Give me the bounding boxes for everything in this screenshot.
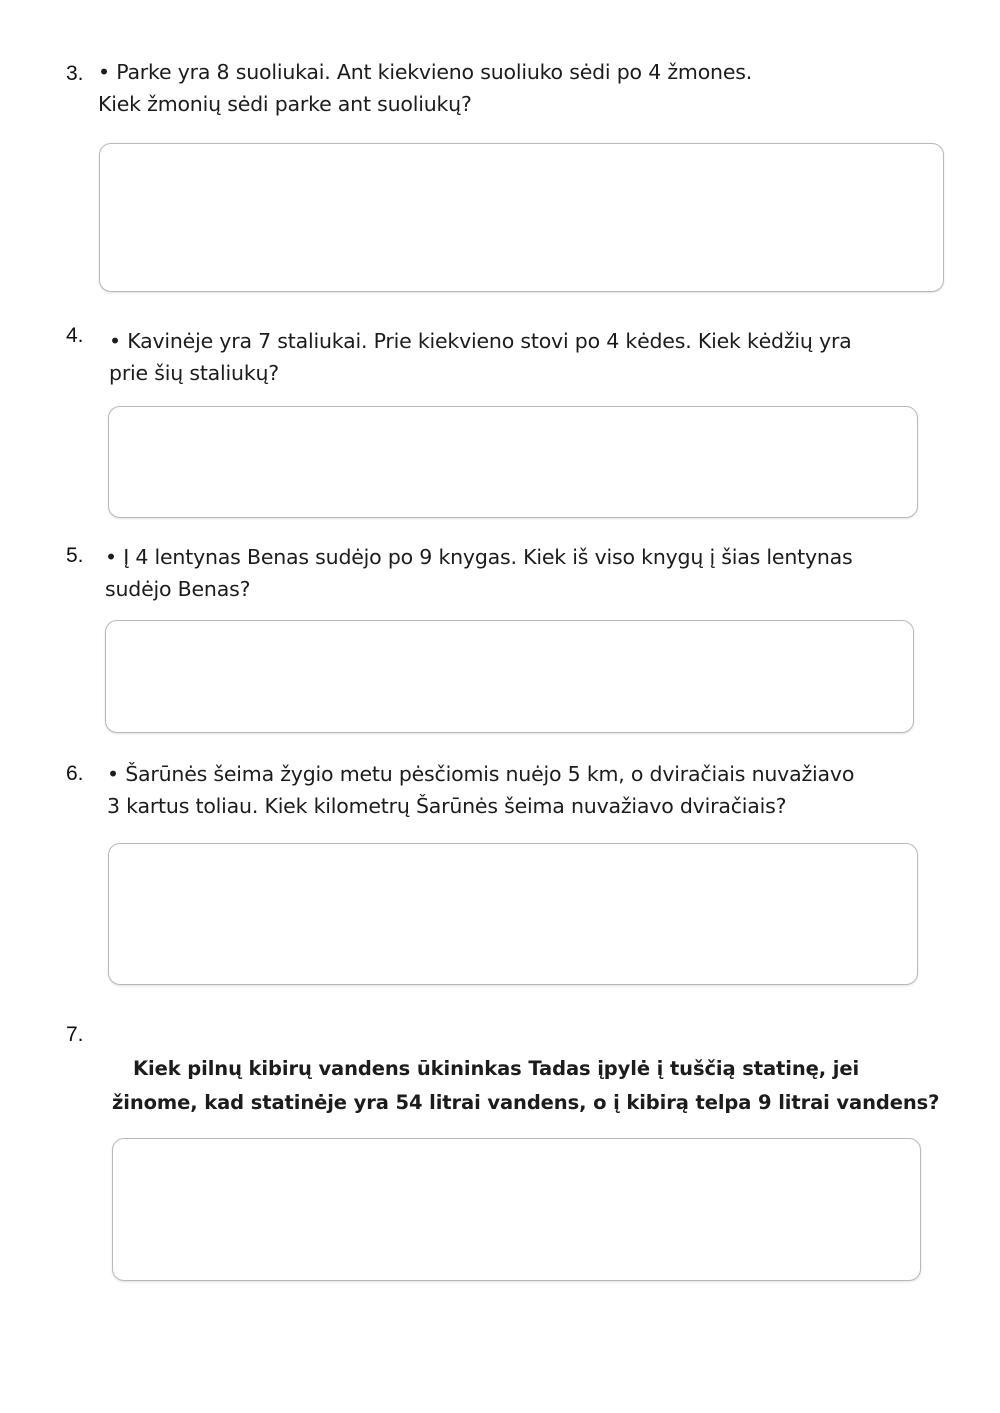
- task-5-question-line-1: • Į 4 lentynas Benas sudėjo po 9 knygas. Kiek iš viso knygų į šias lentynas: [105, 545, 853, 569]
- task-5-answer-box[interactable]: [105, 620, 914, 733]
- task-6-question-line-1: • Šarūnės šeima žygio metu pėsčiomis nuėjo 5 km, o dviračiais nuvažiavo: [107, 762, 855, 786]
- task-6-question: [107, 758, 854, 822]
- task-3-answer-box[interactable]: [99, 143, 944, 292]
- task-5-question: [105, 541, 853, 605]
- task-4-question-line-1: • Kavinėje yra 7 staliukai. Prie kiekvieno stovi po 4 kėdes. Kiek kėdžių yra: [109, 329, 852, 353]
- task-7-question: [112, 1052, 939, 1120]
- task-4-answer-box[interactable]: [108, 406, 918, 518]
- task-6-question-line-2: 3 kartus toliau. Kiek kilometrų Šarūnės šeima nuvažiavo dviračiais?: [107, 794, 787, 818]
- task-3-question-line-1: • Parke yra 8 suoliukai. Ant kiekvieno suoliuko sėdi po 4 žmones.: [98, 60, 753, 84]
- task-5-number: 5.: [66, 544, 84, 567]
- task-4-question: [109, 325, 852, 389]
- task-6-number: 6.: [66, 762, 84, 785]
- task-4-question-line-2: prie šių staliukų?: [109, 361, 279, 385]
- task-3-question: [98, 56, 752, 120]
- task-5-question-line-2: sudėjo Benas?: [105, 577, 251, 601]
- task-3-question-line-2: Kiek žmonių sėdi parke ant suoliukų?: [98, 92, 472, 116]
- task-3-number: 3.: [66, 62, 84, 85]
- task-6-answer-box[interactable]: [108, 843, 918, 985]
- task-7-answer-box[interactable]: [112, 1138, 921, 1281]
- task-7-question-line-1: Kiek pilnų kibirų vandens ūkininkas Tadas įpylė į tuščią statinę, jei: [133, 1057, 860, 1080]
- task-7-question-line-2: žinome, kad statinėje yra 54 litrai vandens, o į kibirą telpa 9 litrai vandens?: [112, 1091, 940, 1114]
- task-7-number: 7.: [66, 1023, 84, 1046]
- task-4-number: 4.: [66, 324, 84, 347]
